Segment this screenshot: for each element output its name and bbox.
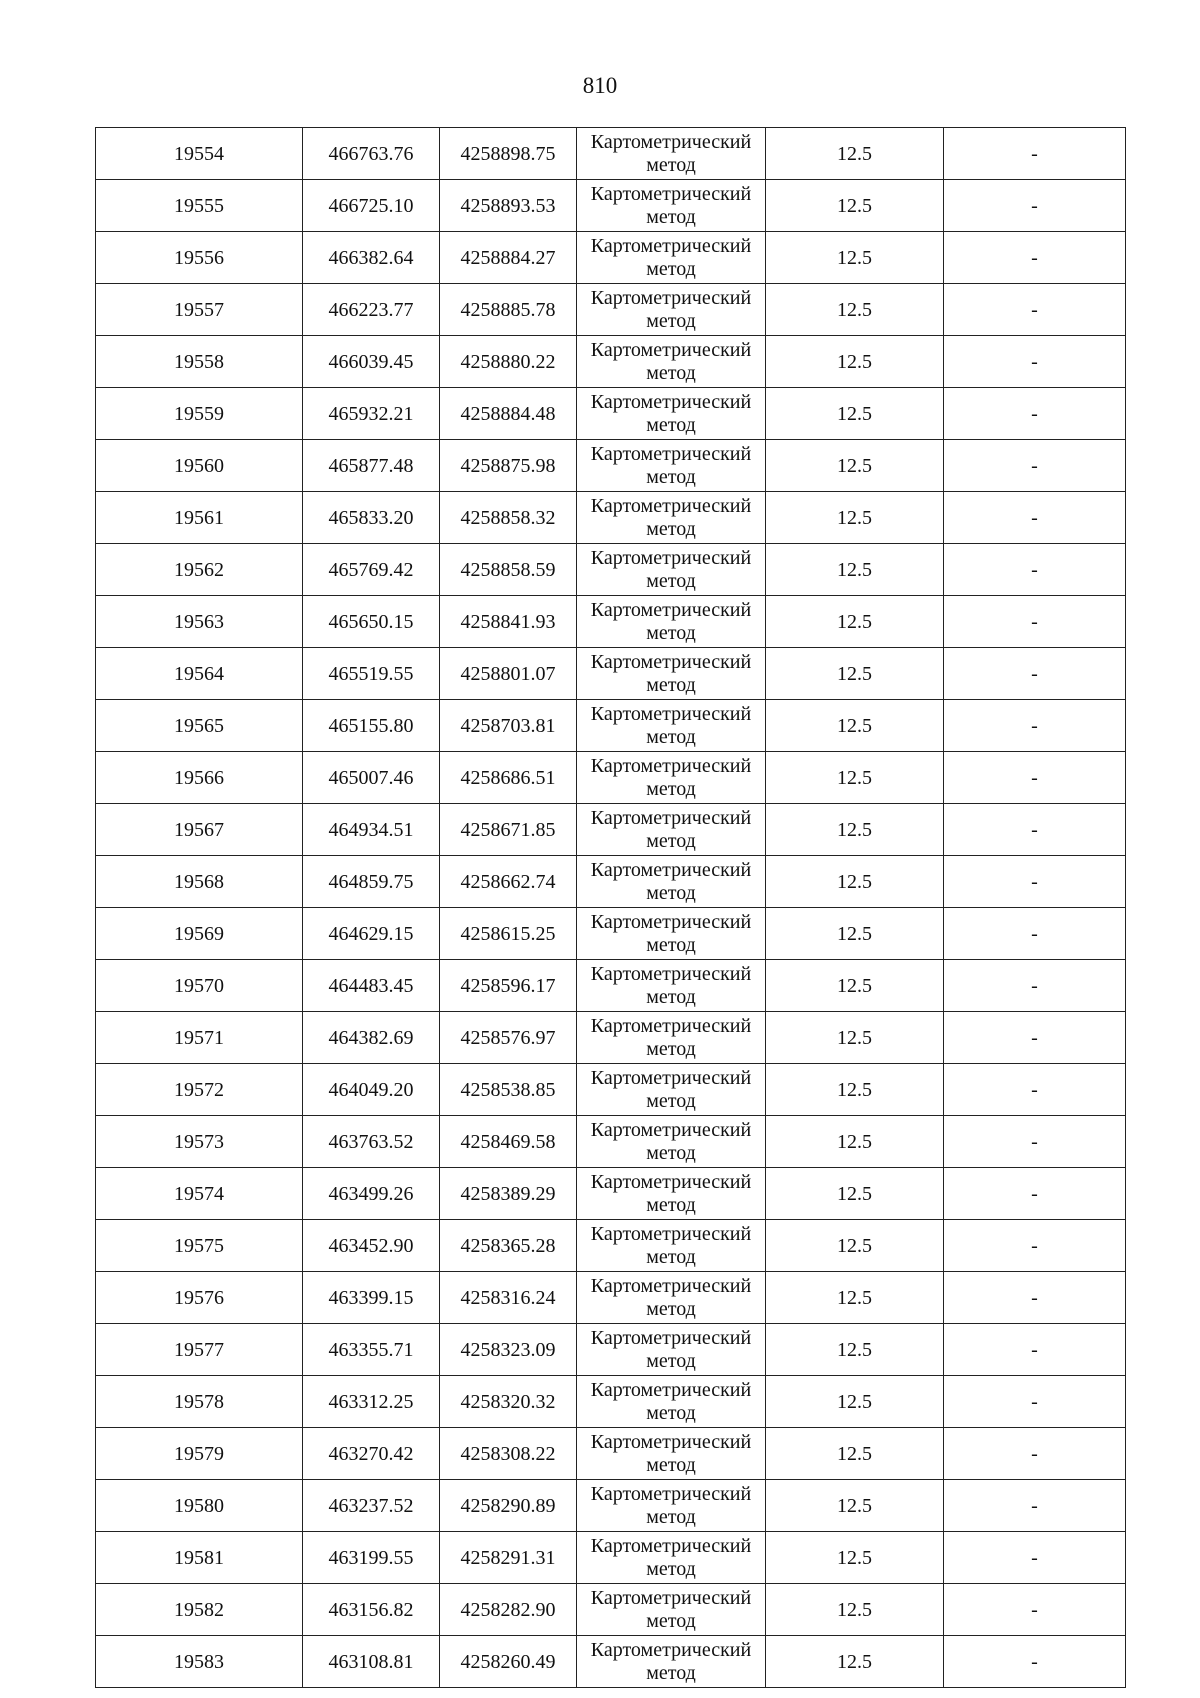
method-cell (577, 1480, 766, 1532)
note-cell: - (944, 856, 1126, 908)
x-coordinate-cell: 466763.76 (303, 128, 440, 180)
x-coordinate-cell: 464382.69 (303, 1012, 440, 1064)
accuracy-cell: 12.5 (766, 752, 944, 804)
method-line-1: Картометрический (590, 859, 752, 881)
y-coordinate-cell: 4258596.17 (440, 960, 577, 1012)
accuracy-cell: 12.5 (766, 128, 944, 180)
table-row (96, 1584, 1126, 1636)
point-number-cell: 19580 (96, 1480, 303, 1532)
y-coordinate-cell: 4258323.09 (440, 1324, 577, 1376)
accuracy-cell: 12.5 (766, 700, 944, 752)
y-coordinate-cell: 4258282.90 (440, 1584, 577, 1636)
table-row (96, 1064, 1126, 1116)
x-coordinate-cell: 464859.75 (303, 856, 440, 908)
method-line-1: Картометрический (590, 703, 752, 725)
note-cell: - (944, 752, 1126, 804)
method-cell (577, 1220, 766, 1272)
method-cell (577, 440, 766, 492)
method-line-2: метод (646, 1246, 696, 1268)
table-row (96, 1220, 1126, 1272)
method-line-1: Картометрический (590, 1171, 752, 1193)
method-cell (577, 804, 766, 856)
method-line-1: Картометрический (590, 235, 752, 257)
note-cell: - (944, 804, 1126, 856)
table-row (96, 1324, 1126, 1376)
x-coordinate-cell: 464934.51 (303, 804, 440, 856)
method-line-1: Картометрический (590, 1379, 752, 1401)
method-cell (577, 1116, 766, 1168)
point-number-cell: 19562 (96, 544, 303, 596)
table-row (96, 284, 1126, 336)
method-line-2: метод (646, 362, 696, 384)
accuracy-cell: 12.5 (766, 388, 944, 440)
accuracy-cell: 12.5 (766, 544, 944, 596)
table-row (96, 700, 1126, 752)
x-coordinate-cell: 465833.20 (303, 492, 440, 544)
accuracy-cell: 12.5 (766, 492, 944, 544)
method-line-2: метод (646, 1038, 696, 1060)
point-number-cell: 19581 (96, 1532, 303, 1584)
method-cell (577, 284, 766, 336)
y-coordinate-cell: 4258320.32 (440, 1376, 577, 1428)
note-cell: - (944, 700, 1126, 752)
note-cell: - (944, 492, 1126, 544)
note-cell: - (944, 1584, 1126, 1636)
x-coordinate-cell: 465877.48 (303, 440, 440, 492)
table-row (96, 648, 1126, 700)
x-coordinate-cell: 465519.55 (303, 648, 440, 700)
x-coordinate-cell: 466039.45 (303, 336, 440, 388)
method-line-1: Картометрический (590, 183, 752, 205)
method-line-2: метод (646, 986, 696, 1008)
note-cell: - (944, 1116, 1126, 1168)
table-row (96, 596, 1126, 648)
method-line-1: Картометрический (590, 495, 752, 517)
method-cell (577, 752, 766, 804)
method-line-1: Картометрический (590, 287, 752, 309)
accuracy-cell: 12.5 (766, 908, 944, 960)
y-coordinate-cell: 4258893.53 (440, 180, 577, 232)
method-line-2: метод (646, 1090, 696, 1112)
method-cell (577, 1324, 766, 1376)
x-coordinate-cell: 466223.77 (303, 284, 440, 336)
method-cell (577, 856, 766, 908)
point-number-cell: 19582 (96, 1584, 303, 1636)
method-line-1: Картометрический (590, 1275, 752, 1297)
y-coordinate-cell: 4258880.22 (440, 336, 577, 388)
table-row (96, 856, 1126, 908)
x-coordinate-cell: 463312.25 (303, 1376, 440, 1428)
y-coordinate-cell: 4258615.25 (440, 908, 577, 960)
method-line-2: метод (646, 778, 696, 800)
accuracy-cell: 12.5 (766, 180, 944, 232)
method-line-2: метод (646, 1610, 696, 1632)
y-coordinate-cell: 4258308.22 (440, 1428, 577, 1480)
y-coordinate-cell: 4258875.98 (440, 440, 577, 492)
method-line-1: Картометрический (590, 1119, 752, 1141)
table-row (96, 752, 1126, 804)
y-coordinate-cell: 4258884.48 (440, 388, 577, 440)
method-cell (577, 596, 766, 648)
method-line-1: Картометрический (590, 1015, 752, 1037)
x-coordinate-cell: 463199.55 (303, 1532, 440, 1584)
point-number-cell: 19568 (96, 856, 303, 908)
y-coordinate-cell: 4258576.97 (440, 1012, 577, 1064)
note-cell: - (944, 1636, 1126, 1688)
method-line-1: Картометрический (590, 1483, 752, 1505)
coordinates-table-body (96, 128, 1126, 1688)
method-line-2: метод (646, 1298, 696, 1320)
point-number-cell: 19554 (96, 128, 303, 180)
point-number-cell: 19560 (96, 440, 303, 492)
point-number-cell: 19557 (96, 284, 303, 336)
accuracy-cell: 12.5 (766, 1376, 944, 1428)
point-number-cell: 19559 (96, 388, 303, 440)
x-coordinate-cell: 463156.82 (303, 1584, 440, 1636)
note-cell: - (944, 1376, 1126, 1428)
y-coordinate-cell: 4258858.32 (440, 492, 577, 544)
method-cell (577, 388, 766, 440)
method-line-2: метод (646, 674, 696, 696)
method-cell (577, 648, 766, 700)
table-row (96, 804, 1126, 856)
y-coordinate-cell: 4258858.59 (440, 544, 577, 596)
method-cell (577, 1532, 766, 1584)
accuracy-cell: 12.5 (766, 1584, 944, 1636)
y-coordinate-cell: 4258671.85 (440, 804, 577, 856)
point-number-cell: 19577 (96, 1324, 303, 1376)
point-number-cell: 19558 (96, 336, 303, 388)
y-coordinate-cell: 4258389.29 (440, 1168, 577, 1220)
method-line-1: Картометрический (590, 1223, 752, 1245)
table-row (96, 1480, 1126, 1532)
x-coordinate-cell: 465650.15 (303, 596, 440, 648)
y-coordinate-cell: 4258898.75 (440, 128, 577, 180)
y-coordinate-cell: 4258469.58 (440, 1116, 577, 1168)
method-cell (577, 1012, 766, 1064)
accuracy-cell: 12.5 (766, 648, 944, 700)
table-row (96, 180, 1126, 232)
method-line-1: Картометрический (590, 599, 752, 621)
method-cell (577, 1272, 766, 1324)
accuracy-cell: 12.5 (766, 1324, 944, 1376)
table-row (96, 908, 1126, 960)
accuracy-cell: 12.5 (766, 336, 944, 388)
y-coordinate-cell: 4258662.74 (440, 856, 577, 908)
point-number-cell: 19566 (96, 752, 303, 804)
table-row (96, 1636, 1126, 1688)
table-row (96, 1012, 1126, 1064)
method-line-2: метод (646, 1350, 696, 1372)
table-row (96, 1272, 1126, 1324)
point-number-cell: 19570 (96, 960, 303, 1012)
method-line-2: метод (646, 1662, 696, 1684)
method-line-2: метод (646, 1506, 696, 1528)
coordinates-table (95, 127, 1126, 1688)
method-line-2: метод (646, 518, 696, 540)
method-line-1: Картометрический (590, 963, 752, 985)
point-number-cell: 19579 (96, 1428, 303, 1480)
x-coordinate-cell: 463499.26 (303, 1168, 440, 1220)
point-number-cell: 19561 (96, 492, 303, 544)
method-line-1: Картометрический (590, 391, 752, 413)
point-number-cell: 19555 (96, 180, 303, 232)
point-number-cell: 19571 (96, 1012, 303, 1064)
method-line-1: Картометрический (590, 1067, 752, 1089)
note-cell: - (944, 388, 1126, 440)
note-cell: - (944, 1168, 1126, 1220)
note-cell: - (944, 1532, 1126, 1584)
note-cell: - (944, 596, 1126, 648)
x-coordinate-cell: 466725.10 (303, 180, 440, 232)
accuracy-cell: 12.5 (766, 804, 944, 856)
x-coordinate-cell: 464483.45 (303, 960, 440, 1012)
method-line-2: метод (646, 154, 696, 176)
method-line-2: метод (646, 570, 696, 592)
method-line-2: метод (646, 206, 696, 228)
method-line-2: метод (646, 1454, 696, 1476)
point-number-cell: 19565 (96, 700, 303, 752)
accuracy-cell: 12.5 (766, 596, 944, 648)
point-number-cell: 19564 (96, 648, 303, 700)
table-row (96, 960, 1126, 1012)
y-coordinate-cell: 4258538.85 (440, 1064, 577, 1116)
method-line-1: Картометрический (590, 443, 752, 465)
method-line-1: Картометрический (590, 1535, 752, 1557)
table-row (96, 440, 1126, 492)
note-cell: - (944, 440, 1126, 492)
method-line-1: Картометрический (590, 911, 752, 933)
y-coordinate-cell: 4258290.89 (440, 1480, 577, 1532)
accuracy-cell: 12.5 (766, 232, 944, 284)
method-cell (577, 180, 766, 232)
method-cell (577, 492, 766, 544)
method-cell (577, 1168, 766, 1220)
x-coordinate-cell: 464049.20 (303, 1064, 440, 1116)
page-number: 810 (582, 73, 618, 98)
table-row (96, 1168, 1126, 1220)
table-row (96, 388, 1126, 440)
method-line-1: Картометрический (590, 807, 752, 829)
x-coordinate-cell: 463237.52 (303, 1480, 440, 1532)
x-coordinate-cell: 465007.46 (303, 752, 440, 804)
y-coordinate-cell: 4258703.81 (440, 700, 577, 752)
accuracy-cell: 12.5 (766, 1064, 944, 1116)
y-coordinate-cell: 4258686.51 (440, 752, 577, 804)
accuracy-cell: 12.5 (766, 1012, 944, 1064)
x-coordinate-cell: 465769.42 (303, 544, 440, 596)
note-cell: - (944, 908, 1126, 960)
method-cell (577, 1428, 766, 1480)
accuracy-cell: 12.5 (766, 1428, 944, 1480)
accuracy-cell: 12.5 (766, 1272, 944, 1324)
table-row (96, 232, 1126, 284)
method-line-2: метод (646, 466, 696, 488)
note-cell: - (944, 960, 1126, 1012)
method-line-1: Картометрический (590, 1431, 752, 1453)
point-number-cell: 19583 (96, 1636, 303, 1688)
y-coordinate-cell: 4258885.78 (440, 284, 577, 336)
method-cell (577, 336, 766, 388)
method-line-1: Картометрический (590, 1639, 752, 1661)
x-coordinate-cell: 466382.64 (303, 232, 440, 284)
point-number-cell: 19573 (96, 1116, 303, 1168)
method-cell (577, 1376, 766, 1428)
method-line-1: Картометрический (590, 547, 752, 569)
x-coordinate-cell: 463452.90 (303, 1220, 440, 1272)
note-cell: - (944, 1324, 1126, 1376)
note-cell: - (944, 1220, 1126, 1272)
note-cell: - (944, 1064, 1126, 1116)
accuracy-cell: 12.5 (766, 1480, 944, 1532)
method-line-1: Картометрический (590, 131, 752, 153)
method-line-2: метод (646, 1142, 696, 1164)
note-cell: - (944, 1012, 1126, 1064)
method-line-2: метод (646, 1194, 696, 1216)
table-row (96, 1376, 1126, 1428)
method-line-2: метод (646, 882, 696, 904)
point-number-cell: 19556 (96, 232, 303, 284)
accuracy-cell: 12.5 (766, 1116, 944, 1168)
method-line-2: метод (646, 726, 696, 748)
accuracy-cell: 12.5 (766, 440, 944, 492)
x-coordinate-cell: 463355.71 (303, 1324, 440, 1376)
note-cell: - (944, 648, 1126, 700)
method-cell (577, 1636, 766, 1688)
x-coordinate-cell: 465155.80 (303, 700, 440, 752)
accuracy-cell: 12.5 (766, 284, 944, 336)
method-line-1: Картометрический (590, 651, 752, 673)
accuracy-cell: 12.5 (766, 856, 944, 908)
table-row (96, 336, 1126, 388)
y-coordinate-cell: 4258365.28 (440, 1220, 577, 1272)
point-number-cell: 19569 (96, 908, 303, 960)
table-row (96, 1532, 1126, 1584)
point-number-cell: 19567 (96, 804, 303, 856)
accuracy-cell: 12.5 (766, 960, 944, 1012)
note-cell: - (944, 232, 1126, 284)
method-line-2: метод (646, 1558, 696, 1580)
x-coordinate-cell: 463270.42 (303, 1428, 440, 1480)
method-line-2: метод (646, 830, 696, 852)
table-row (96, 544, 1126, 596)
note-cell: - (944, 1428, 1126, 1480)
method-line-1: Картометрический (590, 1327, 752, 1349)
point-number-cell: 19575 (96, 1220, 303, 1272)
method-line-2: метод (646, 414, 696, 436)
note-cell: - (944, 1272, 1126, 1324)
x-coordinate-cell: 465932.21 (303, 388, 440, 440)
method-cell (577, 544, 766, 596)
method-cell (577, 908, 766, 960)
accuracy-cell: 12.5 (766, 1220, 944, 1272)
note-cell: - (944, 544, 1126, 596)
x-coordinate-cell: 463763.52 (303, 1116, 440, 1168)
accuracy-cell: 12.5 (766, 1168, 944, 1220)
method-line-1: Картометрический (590, 1587, 752, 1609)
y-coordinate-cell: 4258260.49 (440, 1636, 577, 1688)
y-coordinate-cell: 4258884.27 (440, 232, 577, 284)
x-coordinate-cell: 463108.81 (303, 1636, 440, 1688)
method-line-1: Картометрический (590, 755, 752, 777)
method-cell (577, 232, 766, 284)
method-cell (577, 960, 766, 1012)
method-line-2: метод (646, 622, 696, 644)
note-cell: - (944, 1480, 1126, 1532)
method-line-2: метод (646, 1402, 696, 1424)
point-number-cell: 19572 (96, 1064, 303, 1116)
note-cell: - (944, 180, 1126, 232)
note-cell: - (944, 128, 1126, 180)
method-cell (577, 128, 766, 180)
method-cell (577, 1064, 766, 1116)
x-coordinate-cell: 463399.15 (303, 1272, 440, 1324)
x-coordinate-cell: 464629.15 (303, 908, 440, 960)
y-coordinate-cell: 4258291.31 (440, 1532, 577, 1584)
accuracy-cell: 12.5 (766, 1636, 944, 1688)
note-cell: - (944, 284, 1126, 336)
table-row (96, 128, 1126, 180)
table-row (96, 492, 1126, 544)
point-number-cell: 19563 (96, 596, 303, 648)
point-number-cell: 19576 (96, 1272, 303, 1324)
accuracy-cell: 12.5 (766, 1532, 944, 1584)
method-cell (577, 1584, 766, 1636)
method-line-2: метод (646, 310, 696, 332)
method-line-1: Картометрический (590, 339, 752, 361)
y-coordinate-cell: 4258801.07 (440, 648, 577, 700)
point-number-cell: 19574 (96, 1168, 303, 1220)
note-cell: - (944, 336, 1126, 388)
method-line-2: метод (646, 934, 696, 956)
y-coordinate-cell: 4258316.24 (440, 1272, 577, 1324)
table-row (96, 1428, 1126, 1480)
method-line-2: метод (646, 258, 696, 280)
table-row (96, 1116, 1126, 1168)
method-cell (577, 700, 766, 752)
y-coordinate-cell: 4258841.93 (440, 596, 577, 648)
point-number-cell: 19578 (96, 1376, 303, 1428)
